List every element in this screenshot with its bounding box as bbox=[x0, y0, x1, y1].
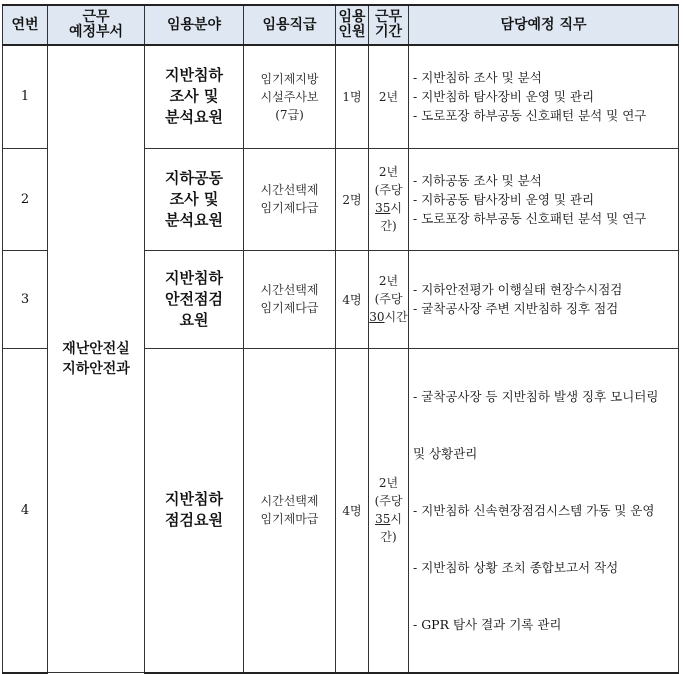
duty-item: - 굴착공사장 주변 지반침하 징후 점검 bbox=[413, 301, 619, 316]
header-row bbox=[3, 5, 679, 45]
grade-cell: 임기제지방 시설주사보 (7급) bbox=[244, 45, 336, 148]
duty-item: - 지하공동 탐사장비 운영 및 관리 bbox=[413, 191, 595, 207]
count-cell: 4명 bbox=[336, 348, 369, 673]
field-cell: 지하공동 조사 및 분석요원 bbox=[145, 148, 244, 250]
field-cell: 지반침하 안전점검 요원 bbox=[145, 250, 244, 348]
duties-cell bbox=[409, 45, 679, 148]
duty-item: - 지하공동 조사 및 분석 bbox=[413, 172, 542, 188]
header-grade: 임용직급 bbox=[244, 5, 336, 45]
grade-cell: 시간선택제 임기제다급 bbox=[244, 250, 336, 348]
field-cell: 지반침하 점검요원 bbox=[145, 348, 244, 673]
count-cell: 1명 bbox=[336, 45, 369, 148]
row-number: 2 bbox=[3, 148, 48, 250]
duty-item: - 지하안전평가 이행실태 현장수시점검 bbox=[413, 282, 623, 297]
count-cell: 2명 bbox=[336, 148, 369, 250]
duty-item: - GPR 탐사 결과 기록 관리 bbox=[413, 616, 562, 632]
duty-item: - 지반침하 신속현장점검시스템 가동 및 운영 bbox=[413, 502, 655, 518]
department-cell: 재난안전실 지하안전과 bbox=[48, 45, 145, 673]
recruitment-table bbox=[2, 4, 679, 674]
header-dept: 근무 예정부서 bbox=[48, 5, 145, 45]
row-number: 4 bbox=[3, 348, 48, 673]
grade-cell: 시간선택제 임기제다급 bbox=[244, 148, 336, 250]
header-field: 임용분야 bbox=[145, 5, 244, 45]
field-cell: 지반침하 조사 및 분석요원 bbox=[145, 45, 244, 148]
duty-item: - 지반침하 상황 조치 종합보고서 작성 bbox=[413, 559, 619, 575]
header-count: 임용 인원 bbox=[336, 5, 369, 45]
duties-cell bbox=[409, 148, 679, 250]
row-number: 1 bbox=[3, 45, 48, 148]
count-cell: 4명 bbox=[336, 250, 369, 348]
duty-item: 및 상황관리 bbox=[413, 445, 478, 461]
duty-item: - 굴착공사장 등 지반침하 발생 징후 모니터링 bbox=[413, 388, 659, 404]
duty-item: - 지반침하 탐사장비 운영 및 관리 bbox=[413, 89, 595, 105]
row-number: 3 bbox=[3, 250, 48, 348]
duties-cell bbox=[409, 250, 679, 348]
duty-item: - 도로포장 하부공동 신호패턴 분석 및 연구 bbox=[413, 210, 647, 226]
duties-cell bbox=[409, 348, 679, 673]
header-duties: 담당예정 직무 bbox=[409, 5, 679, 45]
period-cell: 2년 (주당 35시간) bbox=[369, 348, 409, 673]
duty-item: - 도로포장 하부공동 신호패턴 분석 및 연구 bbox=[413, 108, 647, 124]
grade-cell: 시간선택제 임기제마급 bbox=[244, 348, 336, 673]
period-cell: 2년 bbox=[369, 45, 409, 148]
table-row bbox=[3, 45, 679, 148]
period-cell: 2년 (주당 35시간) bbox=[369, 148, 409, 250]
header-num: 연번 bbox=[3, 5, 48, 45]
header-period: 근무 기간 bbox=[369, 5, 409, 45]
duty-item: - 지반침하 조사 및 분석 bbox=[413, 70, 542, 86]
period-cell: 2년 (주당 30시간 bbox=[369, 250, 409, 348]
